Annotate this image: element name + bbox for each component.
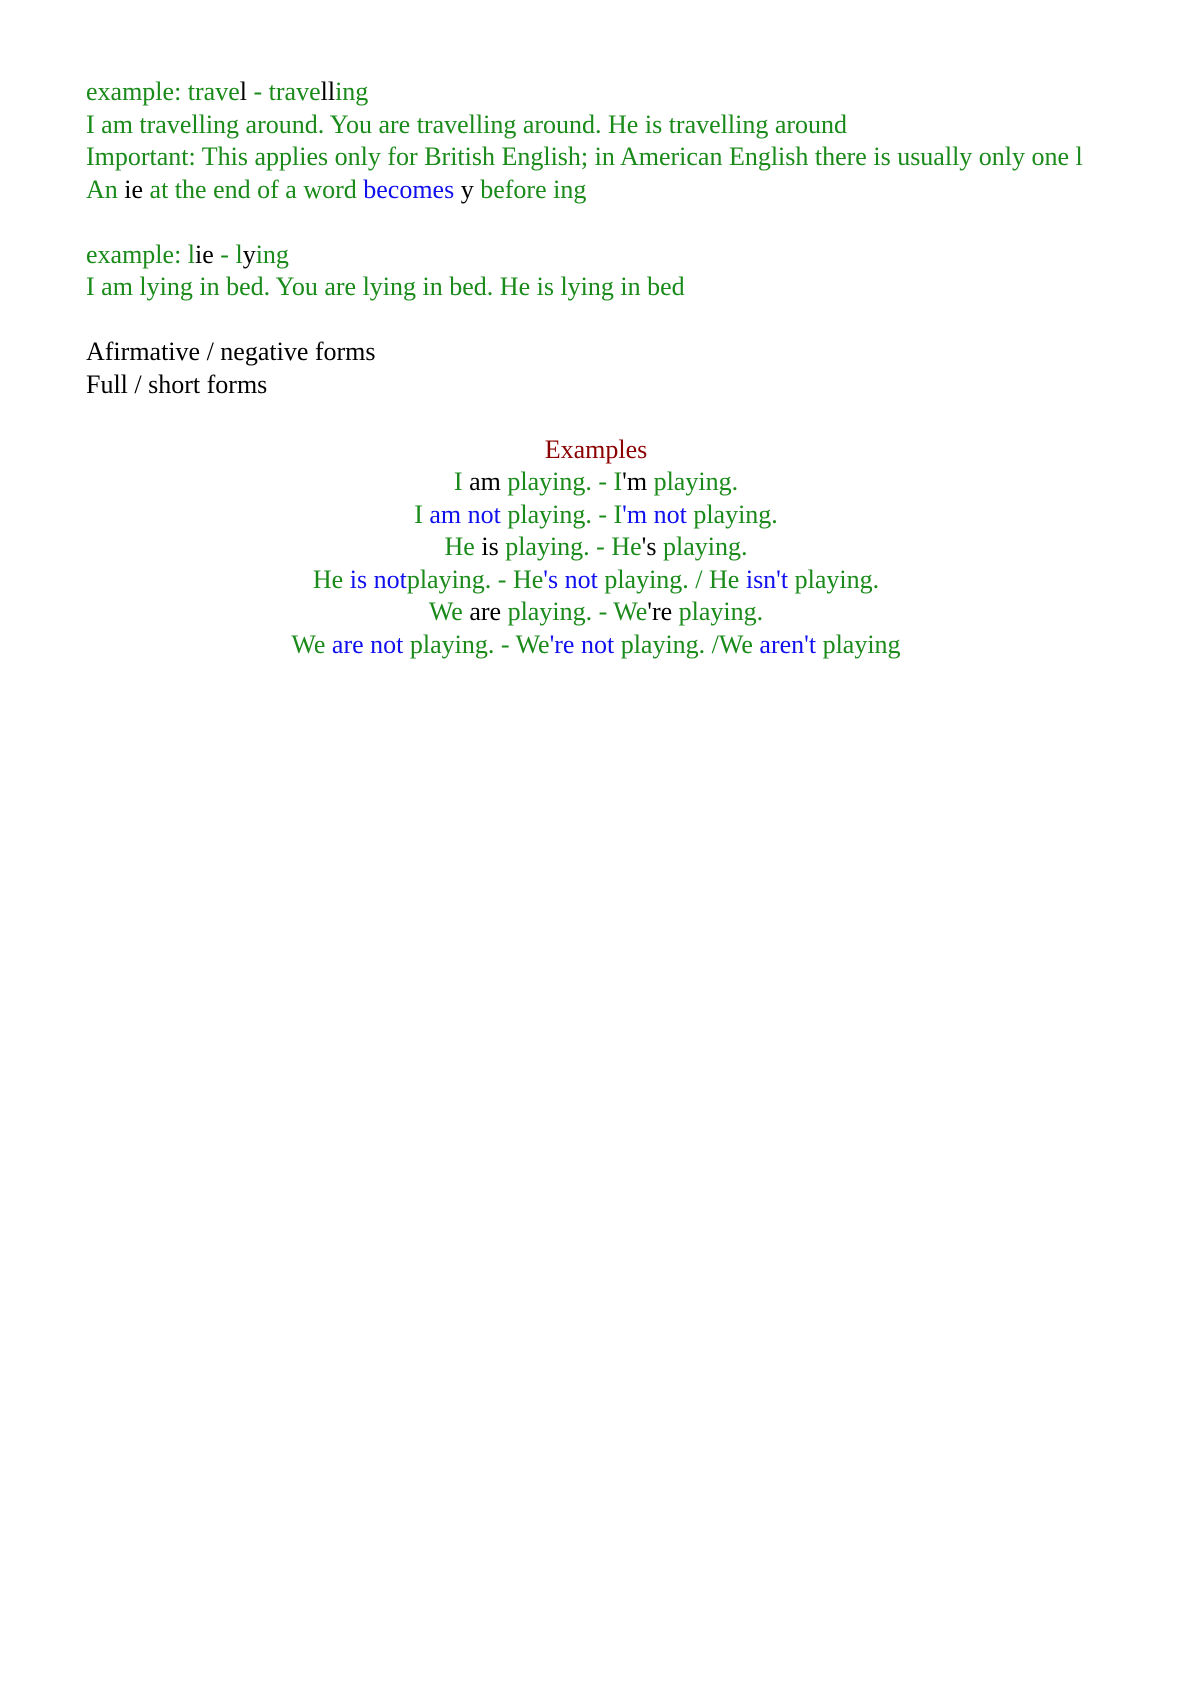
examples-title: Examples [544,434,648,464]
example-3-s1: He [444,532,482,561]
example-4-s3: playing. / He [597,564,746,594]
ie-rule-p1: An [86,174,125,204]
example-4-isnt: isn't [745,564,789,594]
example-6-s3: playing. /We [614,629,760,659]
example-1-s1: I [453,467,470,496]
spacer [86,206,1126,239]
spacer [86,401,1126,434]
lie-example-suffix: ing [255,239,289,269]
example-5-are: are [469,597,502,626]
example-2-am-not: am not [429,499,501,529]
example-6-s2: playing. - We [403,629,550,659]
example-1-s2: playing. - I [500,467,623,496]
travel-sentence: I am travelling around. You are travelling around. He is travelling around [86,109,848,139]
example-line-2 [86,499,1106,532]
lie-example-ie: ie [195,239,214,269]
example-5-s3: playing. [672,597,764,626]
spacer [86,304,1126,337]
lie-sentence: I am lying in bed. You are lying in bed. He is lying in bed [86,272,685,301]
example-4-is-not: is not [349,564,407,594]
example-2-s2: playing. - I [500,499,623,529]
example-2-s3: playing. [686,499,778,529]
example-6-arent: aren't [759,629,817,659]
travel-example-l: l [239,77,247,106]
travel-example-prefix: example: trave [86,77,240,106]
important-note: Important: This applies only for British English; in American English there is usually only one l [86,142,1083,171]
forms-heading-2: Full / short forms [86,369,268,399]
example-5-s1: We [428,597,470,626]
example-1-am: am [469,467,501,496]
examples-block [86,434,1106,662]
example-line-1 [86,466,1106,499]
travel-example-ll: ll [320,77,336,106]
example-6-s4: playing [816,629,901,659]
example-4-s-not: 's not [543,564,598,594]
example-4-s2: playing. - He [406,564,544,594]
travel-example-mid: - trave [247,77,321,106]
lie-example-prefix: example: [86,239,188,269]
document-page [86,76,1126,661]
example-3-s2: playing. - He [498,532,642,561]
ie-rule-p2: at the end of a word [143,174,364,204]
travel-example-suffix: ing [335,77,369,106]
ie-rule-ie: ie [124,174,144,204]
ie-rule-y: y [460,174,474,204]
example-6-s1: We [291,629,332,659]
example-line-3 [86,531,1106,564]
example-2-s1: I [414,499,430,529]
example-6-are-not: are not [331,629,404,659]
example-3-s3: playing. [656,532,748,561]
example-3-is: is [481,532,499,561]
example-3-s: 's [641,532,657,561]
example-6-re-not: 're not [549,629,615,659]
example-line-4 [86,564,1106,597]
example-5-re: 're [647,597,673,626]
forms-heading-1: Afirmative / negative forms [86,337,376,366]
example-1-s3: playing. [647,467,739,496]
travel-example-line [86,76,1126,109]
ie-rule-becomes: becomes [363,174,455,204]
example-5-s2: playing. - We [501,597,648,626]
example-line-6 [86,629,1106,662]
ie-rule-p4: before ing [473,174,587,204]
example-1-m: 'm [622,467,648,496]
example-2-m-not: 'm not [622,499,687,529]
lie-example-y: y [242,239,256,269]
ie-rule-line [86,174,1126,207]
example-line-5 [86,596,1106,629]
example-4-s1: He [312,564,350,594]
example-4-s4: playing. [788,564,880,594]
lie-example-line [86,239,1126,272]
lie-example-l: l [187,239,196,269]
lie-example-mid: - l [213,239,243,269]
